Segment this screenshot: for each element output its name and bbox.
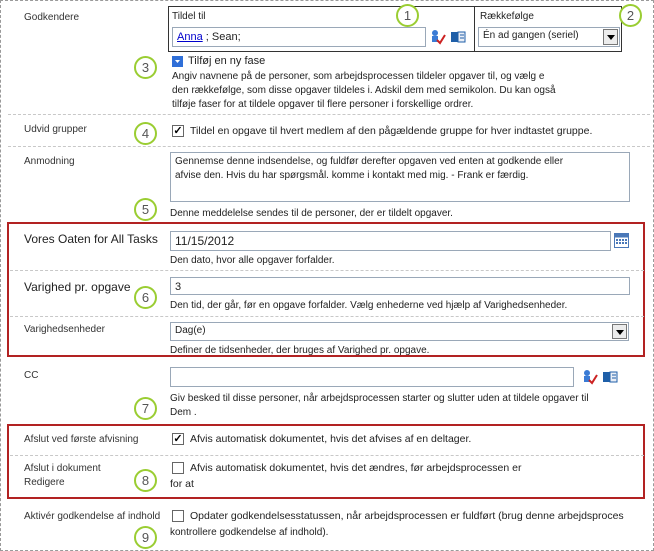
- duration-units-label: Varighedsenheder: [24, 324, 105, 335]
- order-select-value: Én ad gangen (seriel): [483, 30, 579, 41]
- end-on-change-label-2: Redigere: [24, 477, 65, 488]
- approvers-help-2: den rækkefølge, som disse opgaver tildeles i. Adskil dem med semikolon. Du kan også: [172, 85, 556, 96]
- divider: [8, 146, 650, 147]
- callout-4: 4: [134, 122, 157, 145]
- due-date-label: Vores Oaten for All Tasks: [24, 232, 158, 246]
- request-label: Anmodning: [24, 156, 75, 167]
- cc-help-1: Giv besked til disse personer, når arbejdsprocessen starter og slutter uden at tildele opgaver til: [170, 393, 589, 404]
- add-stage-link[interactable]: Tilføj en ny fase: [188, 55, 266, 67]
- address-book-icon[interactable]: [602, 369, 618, 385]
- end-first-reject-checkbox[interactable]: ✓: [173, 433, 183, 445]
- duration-units-select[interactable]: [170, 322, 629, 341]
- due-date-help: Den dato, hvor alle opgaver forfalder.: [170, 255, 335, 266]
- approver-anna[interactable]: Anna: [177, 31, 203, 43]
- duration-label: Varighed pr. opgave: [24, 280, 131, 294]
- request-line-1: Gennemse denne indsendelse, og fuldfør derefter opgaven ved enten at godkende eller: [175, 156, 564, 167]
- check-names-icon[interactable]: [430, 29, 446, 45]
- request-help: Denne meddelelse sendes til de personer, der er tildelt opgaver.: [170, 208, 453, 219]
- end-first-reject-text: Afvis automatisk dokumentet, hvis det afvises af en deltager.: [190, 433, 472, 445]
- callout-7: 7: [134, 397, 157, 420]
- end-on-change-text-2: for at: [170, 478, 194, 490]
- add-stage-icon[interactable]: [172, 56, 183, 67]
- col-order-header: Rækkefølge: [480, 11, 534, 22]
- chevron-down-icon[interactable]: [603, 29, 618, 45]
- callout-5: 5: [134, 198, 157, 221]
- duration-input[interactable]: 3: [170, 277, 630, 295]
- order-select[interactable]: [478, 27, 620, 47]
- divider: [8, 114, 650, 115]
- cc-input[interactable]: [170, 367, 574, 387]
- content-approval-label: Aktivér godkendelse af indhold: [24, 511, 161, 522]
- expand-groups-label: Udvid grupper: [24, 124, 87, 135]
- callout-3: 3: [134, 56, 157, 79]
- expand-groups-text: Tildel en opgave til hvert medlem af den pågældende gruppe for hver indtastet gruppe.: [190, 125, 593, 137]
- approver-others: ; Sean;: [205, 31, 241, 43]
- divider: [10, 455, 644, 456]
- divider: [10, 316, 644, 317]
- approvers-label: Godkendere: [24, 12, 80, 23]
- callout-8: 8: [134, 469, 157, 492]
- cc-label: CC: [24, 370, 39, 381]
- calendar-icon[interactable]: [614, 233, 629, 248]
- cc-help-2: Dem .: [170, 407, 197, 418]
- request-textarea[interactable]: [170, 152, 630, 202]
- check-names-icon[interactable]: [582, 369, 598, 385]
- end-on-change-text-1: Afvis automatisk dokumentet, hvis det ændres, før arbejdsprocessen er: [190, 462, 522, 474]
- divider: [10, 270, 644, 271]
- callout-9: 9: [134, 526, 157, 549]
- assign-to-input[interactable]: [172, 27, 426, 47]
- approvers-help-1: Angiv navnene på de personer, som arbejdsprocessen tildeler opgaver til, og vælg e: [172, 71, 545, 82]
- duration-units-value: Dag(e): [175, 325, 206, 336]
- duration-units-help: Definer de tidsenheder, der bruges af Varighed pr. opgave.: [170, 345, 430, 356]
- content-approval-text-2: kontrollere godkendelse af indhold).: [170, 527, 329, 538]
- approvers-help-3: tilføje faser for at tildele opgaver til flere personer i forskellige ordrer.: [172, 99, 474, 110]
- request-line-2: afvise den. Hvis du har spørgsmål. komme i kontakt med mig. - Frank er færdig.: [175, 170, 529, 181]
- content-approval-text-1: Opdater godkendelsesstatussen, når arbejdsprocessen er fuldført (brug denne arbejdsproces: [190, 510, 624, 522]
- table-divider: [474, 6, 475, 52]
- content-approval-checkbox[interactable]: [172, 510, 184, 522]
- due-date-input[interactable]: 11/15/2012: [170, 231, 611, 251]
- end-first-reject-label: Afslut ved første afvisning: [24, 434, 139, 445]
- expand-groups-checkbox[interactable]: ✓: [173, 125, 183, 137]
- callout-6: 6: [134, 286, 157, 309]
- callout-2: 2: [619, 4, 642, 27]
- address-book-icon[interactable]: [450, 29, 466, 45]
- chevron-down-icon[interactable]: [612, 324, 627, 339]
- callout-1: 1: [396, 4, 419, 27]
- col-assign-header: Tildel til: [172, 11, 206, 22]
- end-on-change-label-1: Afslut i dokument: [24, 463, 101, 474]
- end-on-change-checkbox[interactable]: [172, 462, 184, 474]
- duration-help: Den tid, der går, før en opgave forfalder. Vælg enhederne ved hjælp af Varighedsenheder.: [170, 300, 568, 311]
